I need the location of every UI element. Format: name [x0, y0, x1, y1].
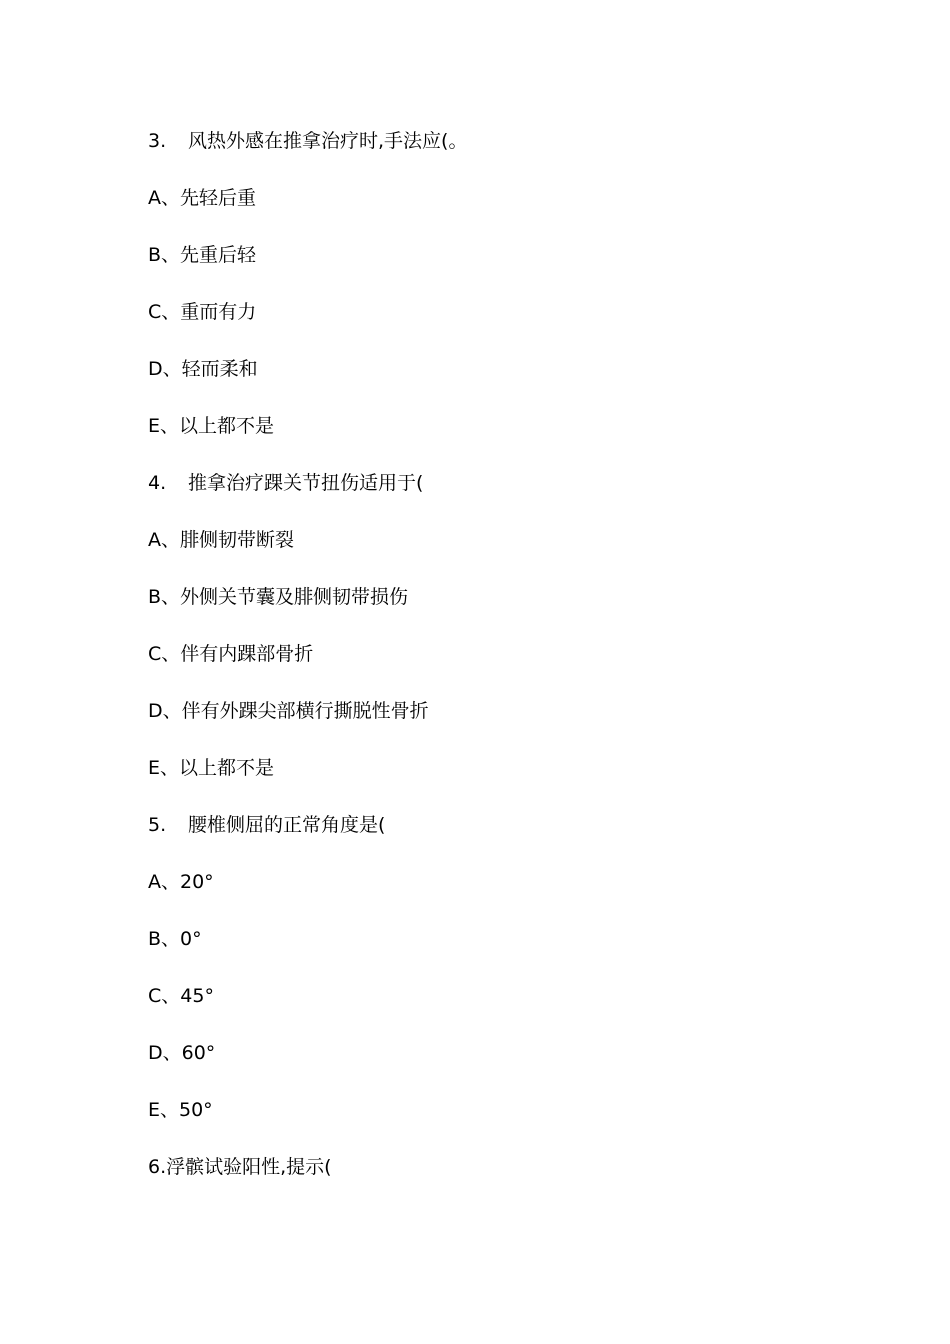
question-5-option-e: E、50°: [148, 1099, 213, 1121]
question-number: 6.: [148, 1156, 167, 1178]
question-number: 4.: [148, 472, 167, 494]
question-4-option-e: E、以上都不是: [148, 757, 275, 779]
question-3-stem: [148, 128, 467, 154]
question-4-option-b: B、外侧关节囊及腓侧韧带损伤: [148, 586, 409, 608]
question-number: 5.: [148, 814, 167, 836]
question-3-option-d: D、轻而柔和: [148, 358, 258, 380]
question-text: 腰椎侧屈的正常角度是(: [188, 814, 386, 836]
question-5-option-a: A、20°: [148, 871, 214, 893]
question-3-option-c: C、重而有力: [148, 301, 257, 323]
question-5-option-c: C、45°: [148, 985, 214, 1007]
question-5-stem: [148, 812, 385, 838]
question-text: 推拿治疗踝关节扭伤适用于(: [188, 472, 424, 494]
question-6-stem: [148, 1154, 332, 1180]
question-4-stem: [148, 470, 423, 496]
question-5-option-b: B、0°: [148, 928, 202, 950]
question-3-option-a: A、先轻后重: [148, 187, 256, 209]
question-4-option-a: A、腓侧韧带断裂: [148, 529, 294, 551]
question-4-option-c: C、伴有内踝部骨折: [148, 643, 314, 665]
question-3-option-e: E、以上都不是: [148, 415, 275, 437]
question-text: 风热外感在推拿治疗时,手法应(。: [188, 130, 468, 152]
question-5-option-d: D、60°: [148, 1042, 216, 1064]
question-text: 浮髌试验阳性,提示(: [166, 1156, 332, 1178]
question-number: 3.: [148, 130, 167, 152]
question-4-option-d: D、伴有外踝尖部横行撕脱性骨折: [148, 700, 429, 722]
question-3-option-b: B、先重后轻: [148, 244, 257, 266]
